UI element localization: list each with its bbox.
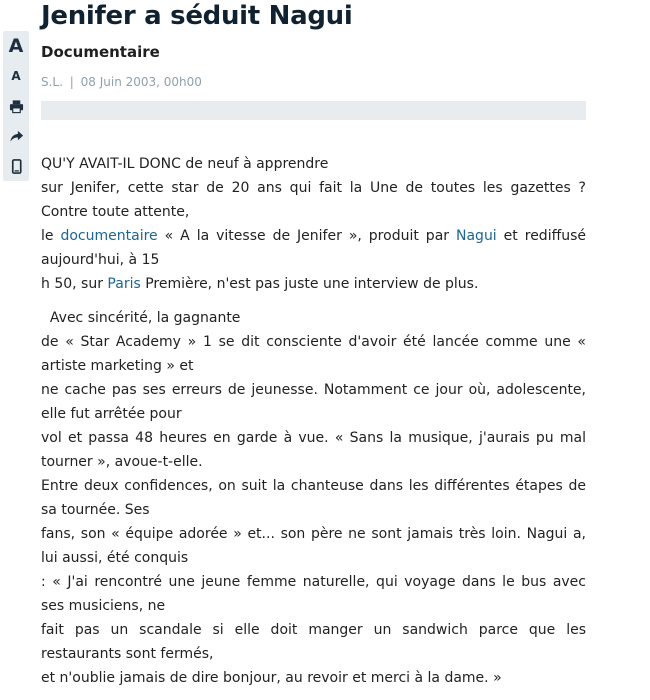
author: S.L. <box>41 75 63 89</box>
article-title: Jenifer a séduit Nagui <box>41 1 353 31</box>
increase-font-icon: A <box>8 35 24 57</box>
article-toolbar <box>3 31 29 181</box>
decrease-font-button[interactable] <box>3 61 29 91</box>
paragraph-line: vol et passa 48 heures en garde à vue. « Sans la musique, j'aurais pu mal tourner », avoue-t-elle. <box>41 430 586 470</box>
paragraph-line: Avec sincérité, la gagnante <box>41 310 241 326</box>
ad-banner <box>41 101 586 120</box>
text-segment: le <box>41 228 61 244</box>
paragraph-line: sur Jenifer, cette star de 20 ans qui fait la Une de toutes les gazettes ? Contre toute attente, <box>41 180 586 220</box>
byline-separator: | <box>69 75 74 89</box>
mobile-icon <box>9 159 24 174</box>
publish-date: 08 Juin 2003, 00h00 <box>80 75 202 89</box>
article-body <box>41 152 586 690</box>
article <box>41 0 586 690</box>
paragraph-line: Entre deux confidences, on suit la chanteuse dans les différentes étapes de sa tournée. Ses <box>41 478 586 518</box>
paragraph <box>41 152 586 296</box>
paragraph-line <box>41 272 586 296</box>
paragraph-line: fans, son « équipe adorée » et... son père ne sont jamais très loin. Nagui a, lui aussi, été conquis <box>41 526 586 566</box>
paragraph-line: et n'oublie jamais de dire bonjour, au revoir et merci à la dame. » <box>41 670 502 686</box>
text-segment: Première, n'est pas juste une interview de plus. <box>140 276 479 292</box>
text-segment: et rediffusé aujourd'hui, à 15 <box>41 228 587 268</box>
mobile-button[interactable] <box>3 151 29 181</box>
paragraph-line: : « J'ai rencontré une jeune femme naturelle, qui voyage dans le bus avec ses musiciens, ne <box>41 574 586 614</box>
paragraph-line: fait pas un scandale si elle doit manger un sandwich parce que les restaurants sont fermés, <box>41 622 586 662</box>
text-segment: h 50, sur <box>41 276 108 292</box>
link-paris[interactable]: Paris <box>107 276 141 292</box>
paragraph-line <box>41 224 586 272</box>
print-button[interactable] <box>3 91 29 121</box>
paragraph-line: ne cache pas ses erreurs de jeunesse. Notamment ce jour où, adolescente, elle fut arrêtée pour <box>41 382 586 422</box>
link-documentaire[interactable]: documentaire <box>60 228 158 244</box>
article-byline <box>41 74 586 90</box>
share-icon <box>9 129 24 144</box>
share-button[interactable] <box>3 121 29 151</box>
article-section: Documentaire <box>41 43 160 61</box>
paragraph-line: de « Star Academy » 1 se dit consciente d'avoir été lancée comme une « artiste marketing » et <box>41 334 586 374</box>
paragraph-line: QU'Y AVAIT-IL DONC de neuf à apprendre <box>41 156 329 172</box>
text-segment: « A la vitesse de Jenifer », produit par <box>157 228 456 244</box>
paragraph <box>41 306 586 690</box>
link-nagui[interactable]: Nagui <box>456 228 497 244</box>
decrease-font-icon: A <box>11 69 21 83</box>
print-icon <box>9 99 24 114</box>
increase-font-button[interactable] <box>3 31 29 61</box>
